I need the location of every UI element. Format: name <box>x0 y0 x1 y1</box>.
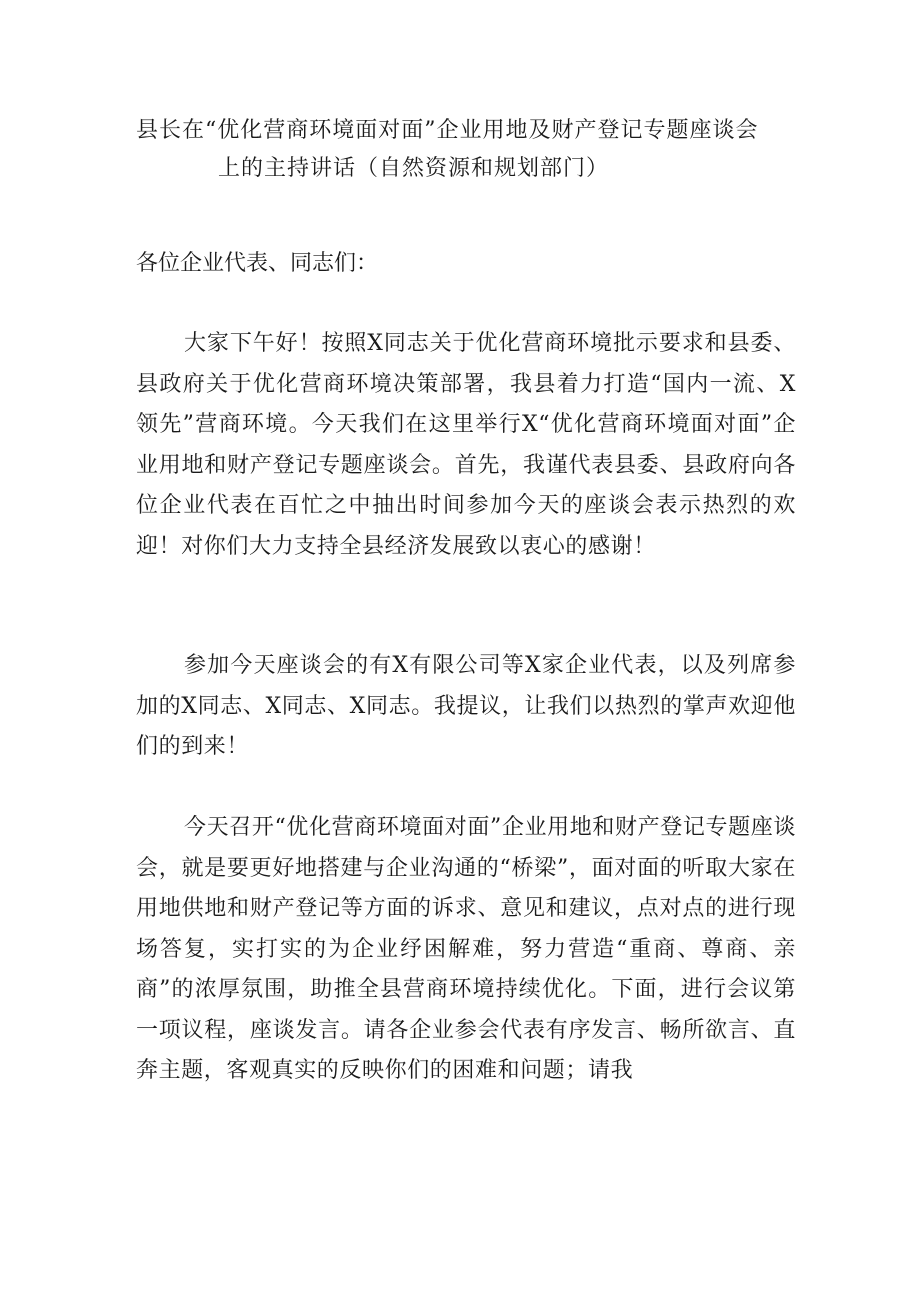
paragraph-2: 参加今天座谈会的有X有限公司等X家企业代表，以及列席参加的X同志、X同志、X同志。我提议，让我们以热烈的掌声欢迎他们的到来！ <box>136 653 796 759</box>
title-line-2: 上的主持讲话（自然资源和规划部门） <box>218 156 610 181</box>
paragraph-3: 今天召开“优化营商环境面对面”企业用地和财产登记专题座谈会，就是要更好地搭建与企业沟通的“桥梁”，面对面的听取大家在用地供地和财产登记等方面的诉求、意见和建议，点对点的进行现场答复，实打实的为企业纾困解难，努力营造“重商、尊商、亲商”的浓厚氛围，助推全县营商环境持续优化。下面，进行会议第一项议程，座谈发言。请各企业参会代表有序发言、畅所欲言、直奔主题，客观真实的反映你们的困难和问题；请我 <box>136 815 796 1083</box>
title-line-1: 县长在“优化营商环境面对面”企业用地及财产登记专题座谈会 <box>136 118 759 143</box>
paragraph-1: 大家下午好！按照X同志关于优化营商环境批示要求和县委、县政府关于优化营商环境决策部署，我县着力打造“国内一流、X领先”营商环境。今天我们在这里举行X“优化营商环境面对面”企业用地和财产登记专题座谈会。首先，我谨代表县委、县政府向各位企业代表在百忙之中抽出时间参加今天的座谈会表示热烈的欢迎！对你们大力支持全县经济发展致以衷心的感谢！ <box>136 331 796 559</box>
document-title <box>136 112 796 188</box>
salutation: 各位企业代表、同志们： <box>136 251 379 276</box>
